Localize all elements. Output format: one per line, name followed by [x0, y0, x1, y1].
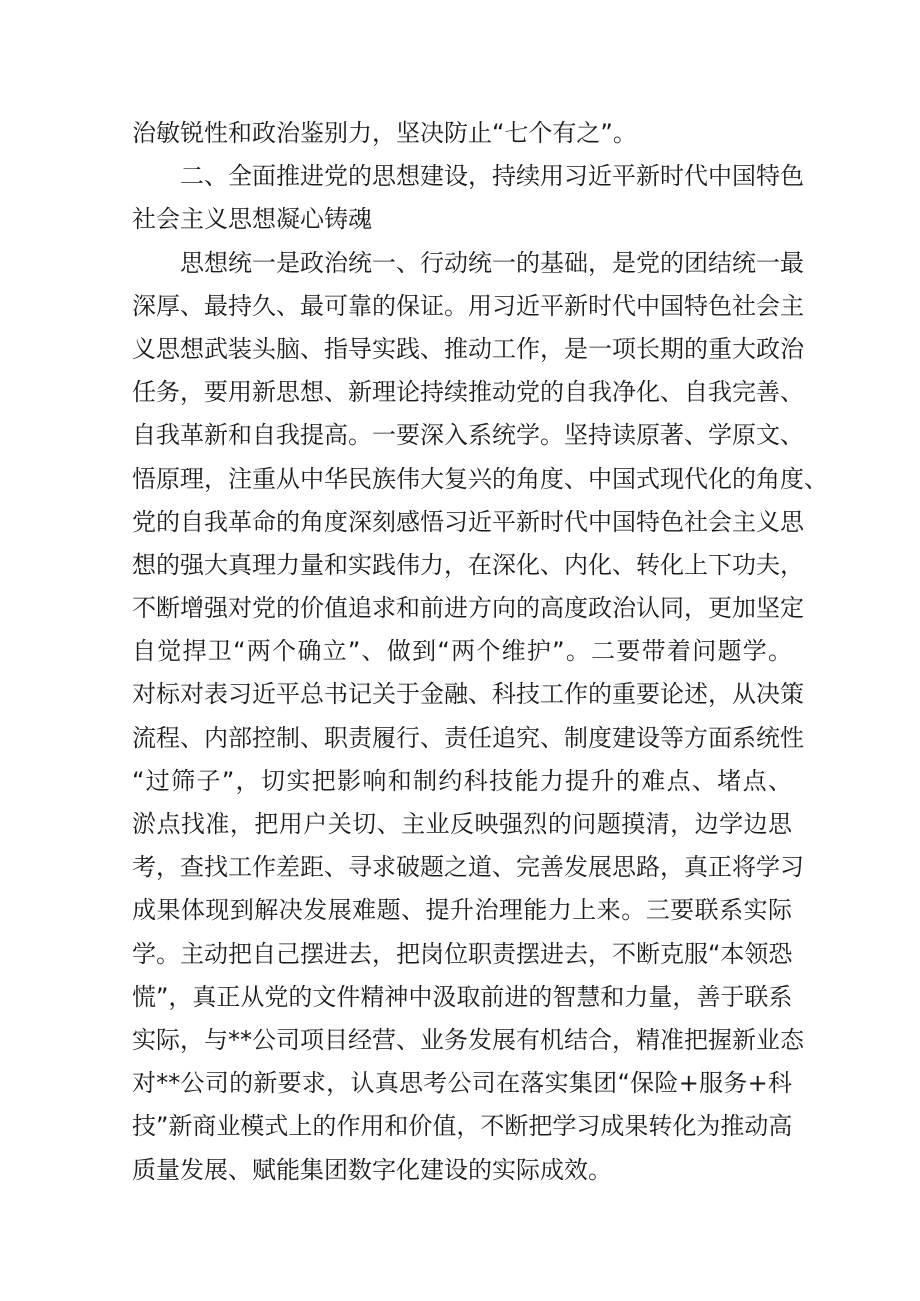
paragraph-line: “过筛子”，切实把影响和制约科技能力提升的难点、堵点、: [132, 766, 792, 795]
paragraph-line: 慌”，真正从党的文件精神中汲取前进的智慧和力量，善于联系: [132, 982, 793, 1011]
paragraph-line: 实际，与**公司项目经营、业务发展有机结合，精准把握新业态: [132, 1025, 804, 1054]
paragraph-line: 党的自我革命的角度深刻感悟习近平新时代中国特色社会主义思: [132, 507, 804, 536]
paragraph-line: 深厚、最持久、最可靠的保证。用习近平新时代中国特色社会主: [132, 291, 804, 320]
paragraph-line: 思想统一是政治统一、行动统一的基础，是党的团结统一最: [180, 248, 804, 277]
paragraph-line: 对标对表习近平总书记关于金融、科技工作的重要论述，从决策: [132, 680, 804, 709]
paragraph-line: 淤点找准，把用户关切、主业反映强烈的问题摸清，边学边思: [132, 810, 792, 838]
body-text: [132, 112, 828, 1192]
paragraph-line: 技”新商业模式上的作用和价值，不断把学习成果转化为推动高: [132, 1112, 793, 1141]
paragraph-line: 学。主动把自己摆进去，把岗位职责摆进去，不断克服“本领恐: [132, 939, 793, 968]
paragraph-line: 不断增强对党的价值追求和前进方向的高度政治认同，更加坚定: [132, 594, 804, 623]
paragraph-line: 质量发展、赋能集团数字化建设的实际成效。: [132, 1155, 612, 1184]
paragraph-line: 考，查找工作差距、寻求破题之道、完善发展思路，真正将学习: [132, 853, 804, 882]
paragraph-line: 治敏锐性和政治鉴别力，坚决防止“七个有之”。: [132, 119, 637, 147]
paragraph-line: 悟原理，注重从中华民族伟大复兴的角度、中国式现代化的角度、: [132, 464, 828, 493]
paragraph-line: 任务，要用新思想、新理论持续推动党的自我净化、自我完善、: [132, 378, 804, 407]
paragraph-line: 义思想武装头脑、指导实践、推动工作，是一项长期的重大政治: [132, 334, 804, 363]
paragraph-line: 想的强大真理力量和实践伟力，在深化、内化、转化上下功夫，: [132, 550, 804, 579]
paragraph-line: 自我革新和自我提高。一要深入系统学。坚持读原著、学原文、: [132, 421, 804, 450]
section-heading-line: 社会主义思想凝心铸魂: [132, 205, 372, 234]
paragraph-line: 流程、内部控制、职责履行、责任追究、制度建设等方面系统性: [132, 723, 804, 752]
paragraph-line: 成果体现到解决发展难题、提升治理能力上来。三要联系实际: [132, 896, 792, 925]
paragraph-line: 自觉捍卫“两个确立”、做到“两个维护”。二要带着问题学。: [132, 637, 792, 666]
paragraph-line: 对**公司的新要求，认真思考公司在落实集团“保险+服务+科: [132, 1069, 792, 1098]
section-heading-line: 二、全面推进党的思想建设，持续用习近平新时代中国特色: [180, 162, 804, 191]
